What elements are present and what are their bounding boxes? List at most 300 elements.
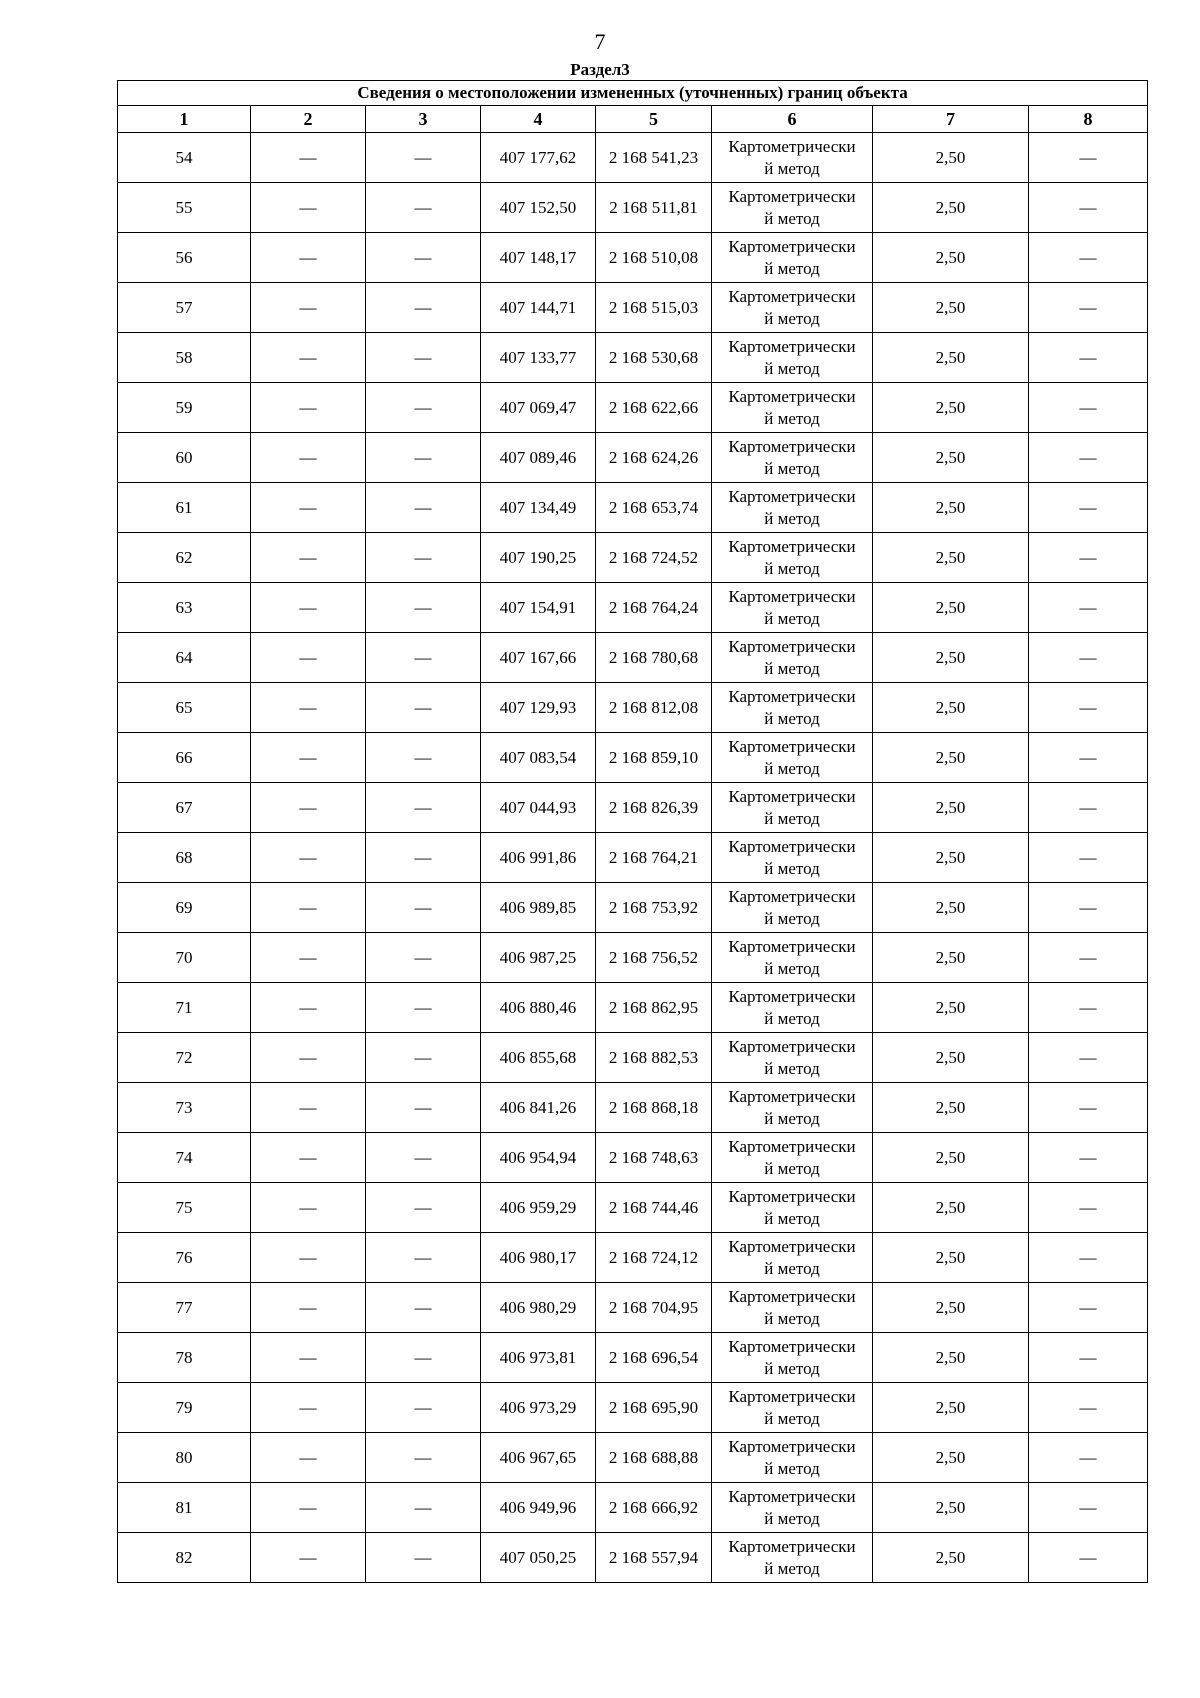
method-line-1: Картометрически (728, 1086, 856, 1106)
table-row (118, 1233, 1148, 1283)
column-2-cell: — (251, 233, 366, 283)
method-cell (712, 983, 873, 1033)
method-line-2: й метод (764, 1158, 820, 1178)
table-row (118, 1483, 1148, 1533)
column-2-cell: — (251, 983, 366, 1033)
table-body (118, 133, 1148, 1583)
method-line-2: й метод (764, 1458, 820, 1478)
column-3-cell: — (366, 133, 481, 183)
column-3-cell: — (366, 683, 481, 733)
accuracy-cell: 2,50 (873, 233, 1029, 283)
method-cell (712, 183, 873, 233)
column-3-cell: — (366, 1083, 481, 1133)
point-number-cell: 66 (118, 733, 251, 783)
method-cell (712, 1333, 873, 1383)
table-row (118, 433, 1148, 483)
point-number-cell: 68 (118, 833, 251, 883)
point-number-cell: 81 (118, 1483, 251, 1533)
column-8-cell: — (1029, 433, 1148, 483)
column-3-cell: — (366, 1033, 481, 1083)
column-header: 6 (712, 106, 873, 133)
column-3-cell: — (366, 233, 481, 283)
x-coordinate-cell: 406 967,65 (481, 1433, 596, 1483)
y-coordinate-cell: 2 168 622,66 (596, 383, 712, 433)
point-number-cell: 79 (118, 1383, 251, 1433)
y-coordinate-cell: 2 168 753,92 (596, 883, 712, 933)
y-coordinate-cell: 2 168 724,52 (596, 533, 712, 583)
column-8-cell: — (1029, 1183, 1148, 1233)
column-8-cell: — (1029, 983, 1148, 1033)
column-header: 2 (251, 106, 366, 133)
method-line-2: й метод (764, 908, 820, 928)
column-8-cell: — (1029, 1433, 1148, 1483)
column-2-cell: — (251, 1133, 366, 1183)
column-3-cell: — (366, 883, 481, 933)
method-cell (712, 433, 873, 483)
method-line-2: й метод (764, 1008, 820, 1028)
point-number-cell: 60 (118, 433, 251, 483)
method-line-1: Картометрически (728, 236, 856, 256)
method-line-2: й метод (764, 808, 820, 828)
accuracy-cell: 2,50 (873, 783, 1029, 833)
table-row (118, 783, 1148, 833)
accuracy-cell: 2,50 (873, 283, 1029, 333)
accuracy-cell: 2,50 (873, 883, 1029, 933)
column-3-cell: — (366, 1233, 481, 1283)
method-line-2: й метод (764, 1358, 820, 1378)
y-coordinate-cell: 2 168 688,88 (596, 1433, 712, 1483)
table-row (118, 183, 1148, 233)
method-line-1: Картометрически (728, 136, 856, 156)
y-coordinate-cell: 2 168 826,39 (596, 783, 712, 833)
column-3-cell: — (366, 1283, 481, 1333)
y-coordinate-cell: 2 168 868,18 (596, 1083, 712, 1133)
point-number-cell: 71 (118, 983, 251, 1033)
x-coordinate-cell: 406 973,29 (481, 1383, 596, 1433)
method-cell (712, 883, 873, 933)
column-header: 7 (873, 106, 1029, 133)
method-line-1: Картометрически (728, 1286, 856, 1306)
column-3-cell: — (366, 983, 481, 1033)
method-line-1: Картометрически (728, 1486, 856, 1506)
table-row (118, 383, 1148, 433)
table-row (118, 133, 1148, 183)
accuracy-cell: 2,50 (873, 133, 1029, 183)
accuracy-cell: 2,50 (873, 1033, 1029, 1083)
method-cell (712, 633, 873, 683)
accuracy-cell: 2,50 (873, 683, 1029, 733)
method-line-2: й метод (764, 1208, 820, 1228)
column-8-cell: — (1029, 633, 1148, 683)
y-coordinate-cell: 2 168 653,74 (596, 483, 712, 533)
x-coordinate-cell: 406 959,29 (481, 1183, 596, 1233)
point-number-cell: 55 (118, 183, 251, 233)
y-coordinate-cell: 2 168 515,03 (596, 283, 712, 333)
point-number-cell: 63 (118, 583, 251, 633)
x-coordinate-cell: 407 050,25 (481, 1533, 596, 1583)
x-coordinate-cell: 407 129,93 (481, 683, 596, 733)
column-8-cell: — (1029, 183, 1148, 233)
method-line-2: й метод (764, 1108, 820, 1128)
accuracy-cell: 2,50 (873, 1283, 1029, 1333)
table-row (118, 1283, 1148, 1333)
table-row (118, 633, 1148, 683)
accuracy-cell: 2,50 (873, 1383, 1029, 1433)
method-cell (712, 833, 873, 883)
point-number-cell: 76 (118, 1233, 251, 1283)
method-line-1: Картометрически (728, 586, 856, 606)
column-2-cell: — (251, 533, 366, 583)
point-number-cell: 56 (118, 233, 251, 283)
column-2-cell: — (251, 133, 366, 183)
table-row (118, 283, 1148, 333)
accuracy-cell: 2,50 (873, 1233, 1029, 1283)
x-coordinate-cell: 407 044,93 (481, 783, 596, 833)
method-cell (712, 483, 873, 533)
column-3-cell: — (366, 383, 481, 433)
method-line-1: Картометрически (728, 436, 856, 456)
column-8-cell: — (1029, 483, 1148, 533)
column-2-cell: — (251, 1083, 366, 1133)
accuracy-cell: 2,50 (873, 933, 1029, 983)
table-row (118, 833, 1148, 883)
method-line-1: Картометрически (728, 686, 856, 706)
table-row (118, 1533, 1148, 1583)
column-3-cell: — (366, 1483, 481, 1533)
column-3-cell: — (366, 1183, 481, 1233)
x-coordinate-cell: 407 148,17 (481, 233, 596, 283)
column-header: 8 (1029, 106, 1148, 133)
column-3-cell: — (366, 933, 481, 983)
column-3-cell: — (366, 1133, 481, 1183)
accuracy-cell: 2,50 (873, 483, 1029, 533)
column-2-cell: — (251, 183, 366, 233)
column-8-cell: — (1029, 133, 1148, 183)
column-8-cell: — (1029, 1133, 1148, 1183)
accuracy-cell: 2,50 (873, 833, 1029, 883)
column-8-cell: — (1029, 683, 1148, 733)
column-3-cell: — (366, 733, 481, 783)
x-coordinate-cell: 407 152,50 (481, 183, 596, 233)
method-line-2: й метод (764, 708, 820, 728)
accuracy-cell: 2,50 (873, 383, 1029, 433)
x-coordinate-cell: 406 973,81 (481, 1333, 596, 1383)
accuracy-cell: 2,50 (873, 1133, 1029, 1183)
column-2-cell: — (251, 583, 366, 633)
column-2-cell: — (251, 1333, 366, 1383)
y-coordinate-cell: 2 168 624,26 (596, 433, 712, 483)
x-coordinate-cell: 406 954,94 (481, 1133, 596, 1183)
column-8-cell: — (1029, 333, 1148, 383)
column-2-cell: — (251, 383, 366, 433)
point-number-cell: 70 (118, 933, 251, 983)
column-2-cell: — (251, 1283, 366, 1333)
column-2-cell: — (251, 1483, 366, 1533)
y-coordinate-cell: 2 168 541,23 (596, 133, 712, 183)
table-row (118, 333, 1148, 383)
column-2-cell: — (251, 833, 366, 883)
x-coordinate-cell: 407 069,47 (481, 383, 596, 433)
y-coordinate-cell: 2 168 557,94 (596, 1533, 712, 1583)
method-line-2: й метод (764, 208, 820, 228)
method-line-1: Картометрически (728, 1386, 856, 1406)
column-8-cell: — (1029, 1033, 1148, 1083)
method-cell (712, 1283, 873, 1333)
column-2-cell: — (251, 483, 366, 533)
y-coordinate-cell: 2 168 696,54 (596, 1333, 712, 1383)
table-row (118, 583, 1148, 633)
table-row (118, 483, 1148, 533)
accuracy-cell: 2,50 (873, 1183, 1029, 1233)
y-coordinate-cell: 2 168 862,95 (596, 983, 712, 1033)
method-cell (712, 233, 873, 283)
method-cell (712, 133, 873, 183)
column-3-cell: — (366, 533, 481, 583)
method-cell (712, 1383, 873, 1433)
point-number-cell: 73 (118, 1083, 251, 1133)
column-3-cell: — (366, 583, 481, 633)
column-8-cell: — (1029, 1333, 1148, 1383)
method-line-1: Картометрически (728, 986, 856, 1006)
accuracy-cell: 2,50 (873, 1483, 1029, 1533)
method-line-1: Картометрически (728, 936, 856, 956)
method-cell (712, 783, 873, 833)
column-2-cell: — (251, 1033, 366, 1083)
point-number-cell: 78 (118, 1333, 251, 1383)
point-number-cell: 61 (118, 483, 251, 533)
y-coordinate-cell: 2 168 882,53 (596, 1033, 712, 1083)
column-3-cell: — (366, 283, 481, 333)
y-coordinate-cell: 2 168 748,63 (596, 1133, 712, 1183)
method-cell (712, 1483, 873, 1533)
x-coordinate-cell: 407 144,71 (481, 283, 596, 333)
x-coordinate-cell: 407 177,62 (481, 133, 596, 183)
column-2-cell: — (251, 1233, 366, 1283)
x-coordinate-cell: 406 991,86 (481, 833, 596, 883)
x-coordinate-cell: 407 167,66 (481, 633, 596, 683)
y-coordinate-cell: 2 168 764,21 (596, 833, 712, 883)
method-line-2: й метод (764, 1408, 820, 1428)
accuracy-cell: 2,50 (873, 633, 1029, 683)
y-coordinate-cell: 2 168 744,46 (596, 1183, 712, 1233)
x-coordinate-cell: 407 083,54 (481, 733, 596, 783)
method-line-1: Картометрически (728, 636, 856, 656)
method-cell (712, 583, 873, 633)
column-2-cell: — (251, 633, 366, 683)
method-cell (712, 1133, 873, 1183)
table-caption-row (118, 81, 1148, 106)
x-coordinate-cell: 406 855,68 (481, 1033, 596, 1083)
method-line-2: й метод (764, 658, 820, 678)
accuracy-cell: 2,50 (873, 183, 1029, 233)
method-cell (712, 1533, 873, 1583)
table-header-row (118, 106, 1148, 133)
method-cell (712, 1083, 873, 1133)
accuracy-cell: 2,50 (873, 733, 1029, 783)
method-line-1: Картометрически (728, 786, 856, 806)
accuracy-cell: 2,50 (873, 1333, 1029, 1383)
y-coordinate-cell: 2 168 764,24 (596, 583, 712, 633)
method-line-1: Картометрически (728, 736, 856, 756)
column-8-cell: — (1029, 883, 1148, 933)
column-header: 4 (481, 106, 596, 133)
column-header: 1 (118, 106, 251, 133)
accuracy-cell: 2,50 (873, 433, 1029, 483)
column-8-cell: — (1029, 1233, 1148, 1283)
method-line-2: й метод (764, 1258, 820, 1278)
accuracy-cell: 2,50 (873, 983, 1029, 1033)
column-8-cell: — (1029, 1383, 1148, 1433)
method-line-2: й метод (764, 608, 820, 628)
column-3-cell: — (366, 633, 481, 683)
accuracy-cell: 2,50 (873, 1083, 1029, 1133)
table-row (118, 1333, 1148, 1383)
column-2-cell: — (251, 433, 366, 483)
y-coordinate-cell: 2 168 695,90 (596, 1383, 712, 1433)
method-cell (712, 333, 873, 383)
y-coordinate-cell: 2 168 780,68 (596, 633, 712, 683)
column-8-cell: — (1029, 533, 1148, 583)
point-number-cell: 69 (118, 883, 251, 933)
y-coordinate-cell: 2 168 812,08 (596, 683, 712, 733)
column-8-cell: — (1029, 383, 1148, 433)
point-number-cell: 74 (118, 1133, 251, 1183)
point-number-cell: 65 (118, 683, 251, 733)
method-cell (712, 1183, 873, 1233)
method-line-1: Картометрически (728, 1186, 856, 1206)
table-caption: Сведения о местоположении измененных (уточненных) границ объекта (118, 81, 1148, 106)
method-line-1: Картометрически (728, 1536, 856, 1556)
y-coordinate-cell: 2 168 511,81 (596, 183, 712, 233)
table-row (118, 733, 1148, 783)
table-row (118, 1433, 1148, 1483)
section-title: Раздел3 (570, 60, 630, 79)
accuracy-cell: 2,50 (873, 333, 1029, 383)
column-8-cell: — (1029, 783, 1148, 833)
method-line-1: Картометрически (728, 536, 856, 556)
column-2-cell: — (251, 933, 366, 983)
method-line-1: Картометрически (728, 1436, 856, 1456)
boundary-coordinates-table (117, 80, 1148, 1583)
column-8-cell: — (1029, 1533, 1148, 1583)
column-8-cell: — (1029, 833, 1148, 883)
point-number-cell: 82 (118, 1533, 251, 1583)
method-line-1: Картометрически (728, 1336, 856, 1356)
column-2-cell: — (251, 883, 366, 933)
method-line-1: Картометрически (728, 186, 856, 206)
table-row (118, 533, 1148, 583)
method-cell (712, 733, 873, 783)
y-coordinate-cell: 2 168 859,10 (596, 733, 712, 783)
column-3-cell: — (366, 1433, 481, 1483)
method-cell (712, 933, 873, 983)
method-line-2: й метод (764, 858, 820, 878)
column-2-cell: — (251, 733, 366, 783)
table-row (118, 1033, 1148, 1083)
column-3-cell: — (366, 333, 481, 383)
point-number-cell: 64 (118, 633, 251, 683)
column-3-cell: — (366, 833, 481, 883)
method-cell (712, 683, 873, 733)
method-cell (712, 1433, 873, 1483)
method-line-2: й метод (764, 458, 820, 478)
method-line-2: й метод (764, 558, 820, 578)
table-row (118, 1183, 1148, 1233)
method-cell (712, 283, 873, 333)
point-number-cell: 72 (118, 1033, 251, 1083)
column-3-cell: — (366, 1333, 481, 1383)
point-number-cell: 80 (118, 1433, 251, 1483)
method-line-2: й метод (764, 258, 820, 278)
x-coordinate-cell: 406 880,46 (481, 983, 596, 1033)
column-header: 3 (366, 106, 481, 133)
accuracy-cell: 2,50 (873, 583, 1029, 633)
point-number-cell: 77 (118, 1283, 251, 1333)
table-row (118, 1133, 1148, 1183)
y-coordinate-cell: 2 168 704,95 (596, 1283, 712, 1333)
method-line-2: й метод (764, 958, 820, 978)
method-line-2: й метод (764, 758, 820, 778)
method-line-1: Картометрически (728, 1036, 856, 1056)
x-coordinate-cell: 406 987,25 (481, 933, 596, 983)
x-coordinate-cell: 406 980,17 (481, 1233, 596, 1283)
column-8-cell: — (1029, 233, 1148, 283)
x-coordinate-cell: 407 190,25 (481, 533, 596, 583)
x-coordinate-cell: 406 980,29 (481, 1283, 596, 1333)
column-3-cell: — (366, 183, 481, 233)
y-coordinate-cell: 2 168 510,08 (596, 233, 712, 283)
method-line-1: Картометрически (728, 1136, 856, 1156)
table-row (118, 1083, 1148, 1133)
method-line-2: й метод (764, 358, 820, 378)
table-row (118, 933, 1148, 983)
point-number-cell: 57 (118, 283, 251, 333)
method-line-1: Картометрически (728, 1236, 856, 1256)
point-number-cell: 58 (118, 333, 251, 383)
method-line-2: й метод (764, 1508, 820, 1528)
x-coordinate-cell: 407 154,91 (481, 583, 596, 633)
column-3-cell: — (366, 783, 481, 833)
column-8-cell: — (1029, 933, 1148, 983)
x-coordinate-cell: 407 089,46 (481, 433, 596, 483)
column-8-cell: — (1029, 1283, 1148, 1333)
column-8-cell: — (1029, 733, 1148, 783)
column-2-cell: — (251, 683, 366, 733)
point-number-cell: 62 (118, 533, 251, 583)
method-cell (712, 1233, 873, 1283)
point-number-cell: 75 (118, 1183, 251, 1233)
table-row (118, 683, 1148, 733)
column-header: 5 (596, 106, 712, 133)
method-cell (712, 533, 873, 583)
column-3-cell: — (366, 1383, 481, 1433)
method-line-2: й метод (764, 1558, 820, 1578)
table-row (118, 883, 1148, 933)
accuracy-cell: 2,50 (873, 533, 1029, 583)
y-coordinate-cell: 2 168 530,68 (596, 333, 712, 383)
column-8-cell: — (1029, 583, 1148, 633)
method-line-1: Картометрически (728, 286, 856, 306)
point-number-cell: 54 (118, 133, 251, 183)
column-2-cell: — (251, 1183, 366, 1233)
column-2-cell: — (251, 1433, 366, 1483)
accuracy-cell: 2,50 (873, 1533, 1029, 1583)
point-number-cell: 67 (118, 783, 251, 833)
table-row (118, 233, 1148, 283)
page-number: 7 (594, 29, 606, 54)
method-line-2: й метод (764, 508, 820, 528)
column-3-cell: — (366, 433, 481, 483)
